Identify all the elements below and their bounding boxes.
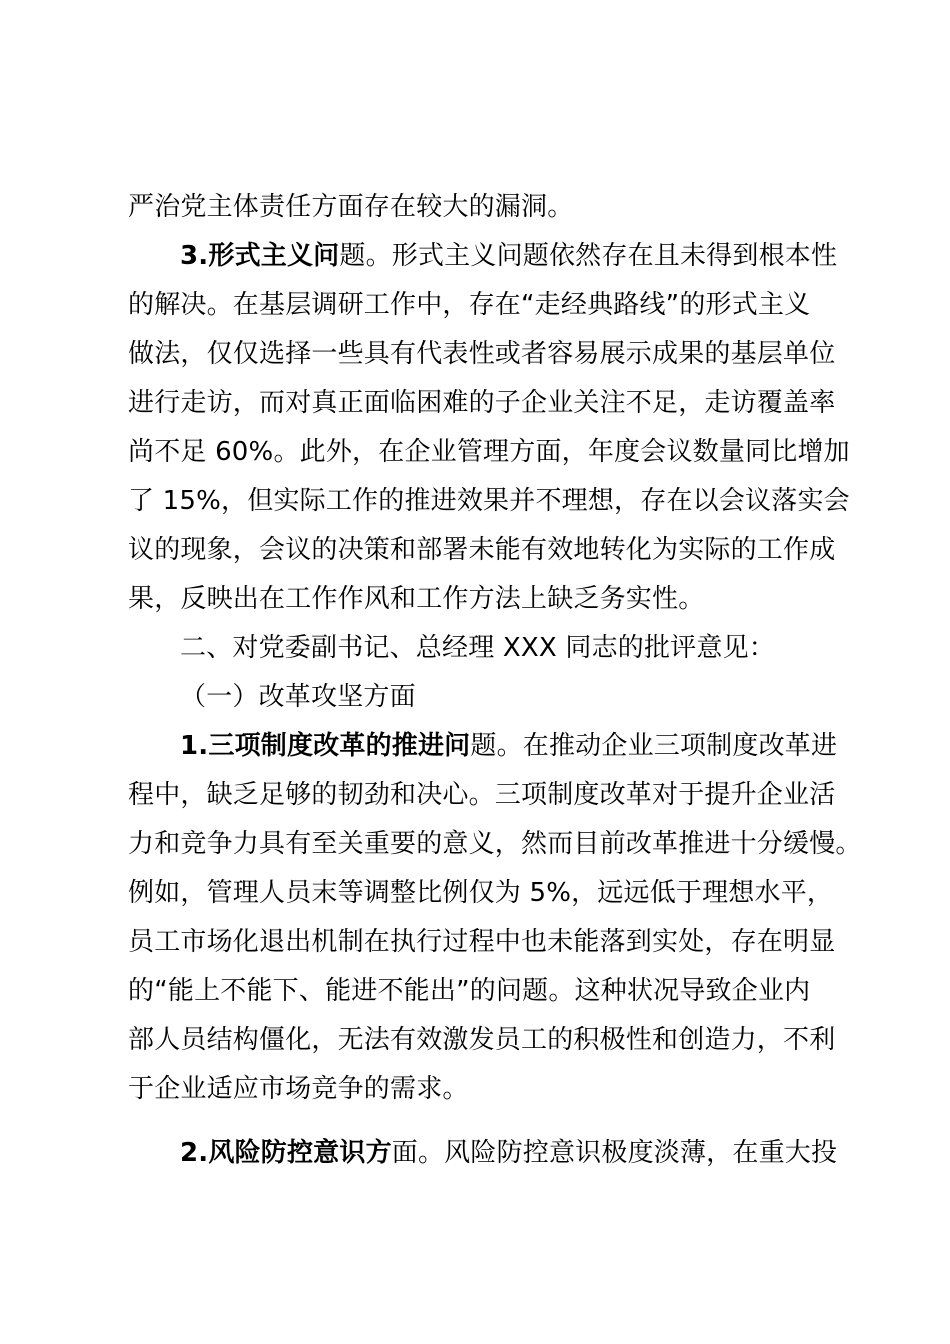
line-text: 力和竞争力具有至关重要的意义，然而目前改革推进十分缓慢。 — [128, 829, 862, 859]
line-text: 了 15%，但实际工作的推进效果并不理想，存在以会议落实会 — [128, 486, 850, 516]
line-text: 严治党主体责任方面存在较大的漏洞。 — [128, 192, 574, 222]
section-heading-line — [180, 239, 837, 273]
bold-heading: 1.三项制度改革的推进问 — [180, 731, 471, 761]
line-text: 做法，仅仅选择一些具有代表性或者容易展示成果的基层单位 — [128, 339, 836, 369]
line-text: 程中，缺乏足够的韧劲和决心。三项制度改革对于提升企业活 — [128, 780, 836, 810]
paragraph-line — [128, 435, 850, 469]
line-text: 部人员结构僵化，无法有效激发员工的积极性和创造力，不利 — [128, 1025, 836, 1055]
paragraph-line — [128, 1023, 835, 1057]
bold-heading: 3.形式主义问 — [180, 241, 340, 271]
paragraph-line — [128, 582, 704, 616]
line-text: 的“能上不能下、能进不能出”的问题。这种状况导致企业内 — [128, 976, 811, 1006]
paragraph-line — [128, 974, 810, 1008]
line-text: 果，反映出在工作作风和工作方法上缺乏务实性。 — [128, 584, 705, 614]
line-text: （一）改革攻坚方面 — [180, 682, 416, 712]
line-text: 例如，管理人员末等调整比例仅为 5%，远远低于理想水平， — [128, 878, 834, 908]
paragraph-line — [128, 337, 835, 371]
paragraph-line — [128, 386, 835, 420]
paragraph-line — [128, 190, 573, 224]
line-text: 面。风险防控意识极度淡薄，在重大投 — [391, 1138, 838, 1168]
paragraph-line — [128, 778, 835, 812]
paragraph-line — [128, 827, 862, 861]
subsection-heading — [180, 680, 416, 714]
chapter-heading — [180, 631, 775, 665]
line-text: 题。在推动企业三项制度改革进 — [470, 731, 838, 761]
paragraph-line — [128, 533, 835, 567]
line-text: 进行走访，而对真正面临困难的子企业关注不足，走访覆盖率 — [128, 388, 836, 418]
line-text: 议的现象，会议的决策和部署未能有效地转化为实际的工作成 — [128, 535, 836, 565]
line-text: 题。形式主义问题依然存在且未得到根本性 — [339, 241, 838, 271]
section-heading-line — [180, 1136, 837, 1170]
paragraph-line — [128, 876, 833, 910]
paragraph-line — [128, 288, 810, 322]
line-text: 员工市场化退出机制在执行过程中也未能落到实处，存在明显 — [128, 927, 836, 957]
line-text: 于企业适应市场竞争的需求。 — [128, 1074, 469, 1104]
line-text: 的解决。在基层调研工作中，存在“走经典路线”的形式主义 — [128, 290, 811, 320]
paragraph-line — [128, 484, 850, 518]
bold-heading: 2.风险防控意识方 — [180, 1138, 392, 1168]
section-heading-line — [180, 729, 837, 763]
line-text: 尚不足 60%。此外，在企业管理方面，年度会议数量同比增加 — [128, 437, 850, 467]
paragraph-line — [128, 1072, 469, 1106]
paragraph-line — [128, 925, 835, 959]
line-text: 二、对党委副书记、总经理 XXX 同志的批评意见： — [180, 633, 775, 663]
